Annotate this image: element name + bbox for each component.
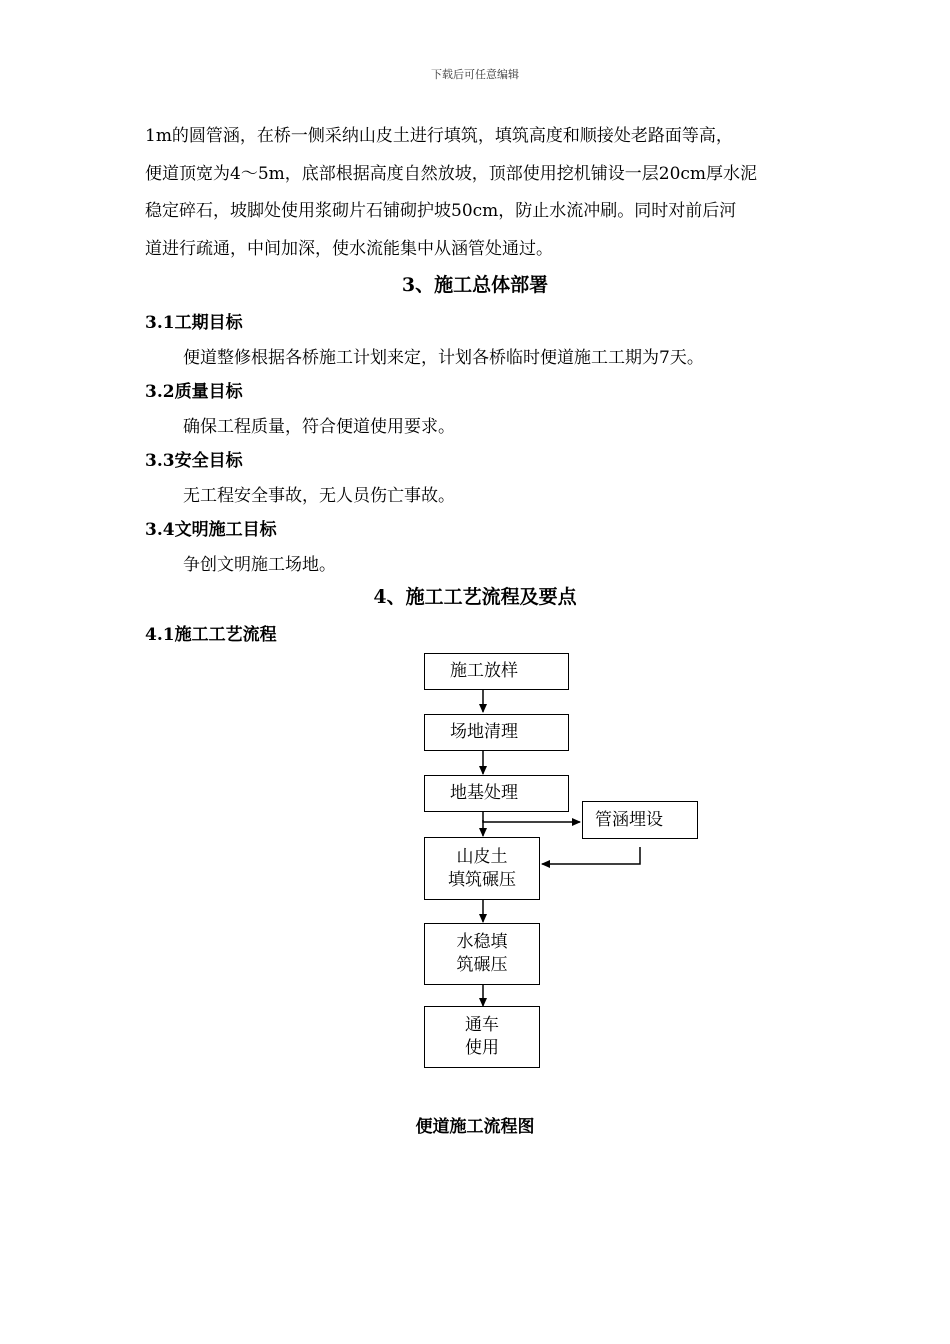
flow-step-label: 水稳填 筑碾压 [456, 932, 508, 975]
flow-step-fill [424, 837, 540, 900]
page-header: 下载后可任意编辑 [431, 68, 519, 81]
flow-step-culvert [582, 801, 698, 839]
section-3-4-title: 3.4文明施工目标 [145, 520, 277, 540]
section-3-3-title: 3.3安全目标 [145, 451, 243, 471]
section-3-2-text: 确保工程质量，符合便道使用要求。 [183, 417, 455, 437]
flow-step-label: 通车 使用 [465, 1015, 499, 1058]
flow-step-label: 山皮土 填筑碾压 [448, 846, 516, 890]
flow-step-label: 地基处理 [450, 783, 518, 803]
flow-step-clearing [424, 714, 569, 751]
section-3-1-text: 便道整修根据各桥施工计划来定，计划各桥临时便道施工工期为7天。 [183, 348, 704, 368]
flow-step-stabilized [424, 923, 540, 985]
section-4-title: 4、施工工艺流程及要点 [373, 586, 577, 608]
section-3-2-title: 3.2质量目标 [145, 382, 243, 402]
flow-step-label: 施工放样 [450, 661, 518, 681]
flow-step-open [424, 1006, 540, 1068]
flow-step-foundation [424, 775, 569, 812]
section-3-4-text: 争创文明施工场地。 [183, 555, 336, 575]
intro-line: 1m的圆管涵，在桥一侧采纳山皮土进行填筑，填筑高度和顺接处老路面等高， [145, 126, 733, 146]
intro-line: 稳定碎石，坡脚处使用浆砌片石铺砌护坡50cm，防止水流冲刷。同时对前后河 [145, 201, 737, 221]
flowchart-caption: 便道施工流程图 [415, 1117, 535, 1137]
flow-step-label: 场地清理 [450, 722, 518, 742]
flow-branch-arrow [483, 820, 580, 822]
section-3-3-text: 无工程安全事故，无人员伤亡事故。 [183, 486, 455, 506]
section-3-title: 3、施工总体部署 [401, 274, 549, 296]
section-4-1-title: 4.1施工工艺流程 [145, 625, 277, 645]
intro-line: 道进行疏通，中间加深，使水流能集中从涵管处通过。 [145, 238, 553, 259]
section-3-1-title: 3.1工期目标 [145, 313, 243, 333]
flow-return-arrow [542, 847, 640, 864]
intro-line: 便道顶宽为4～5m，底部根据高度自然放坡，顶部使用挖机铺设一层20cm厚水泥 [145, 163, 758, 184]
flow-step-layout [424, 653, 569, 690]
flow-step-label: 管涵埋设 [595, 809, 663, 830]
